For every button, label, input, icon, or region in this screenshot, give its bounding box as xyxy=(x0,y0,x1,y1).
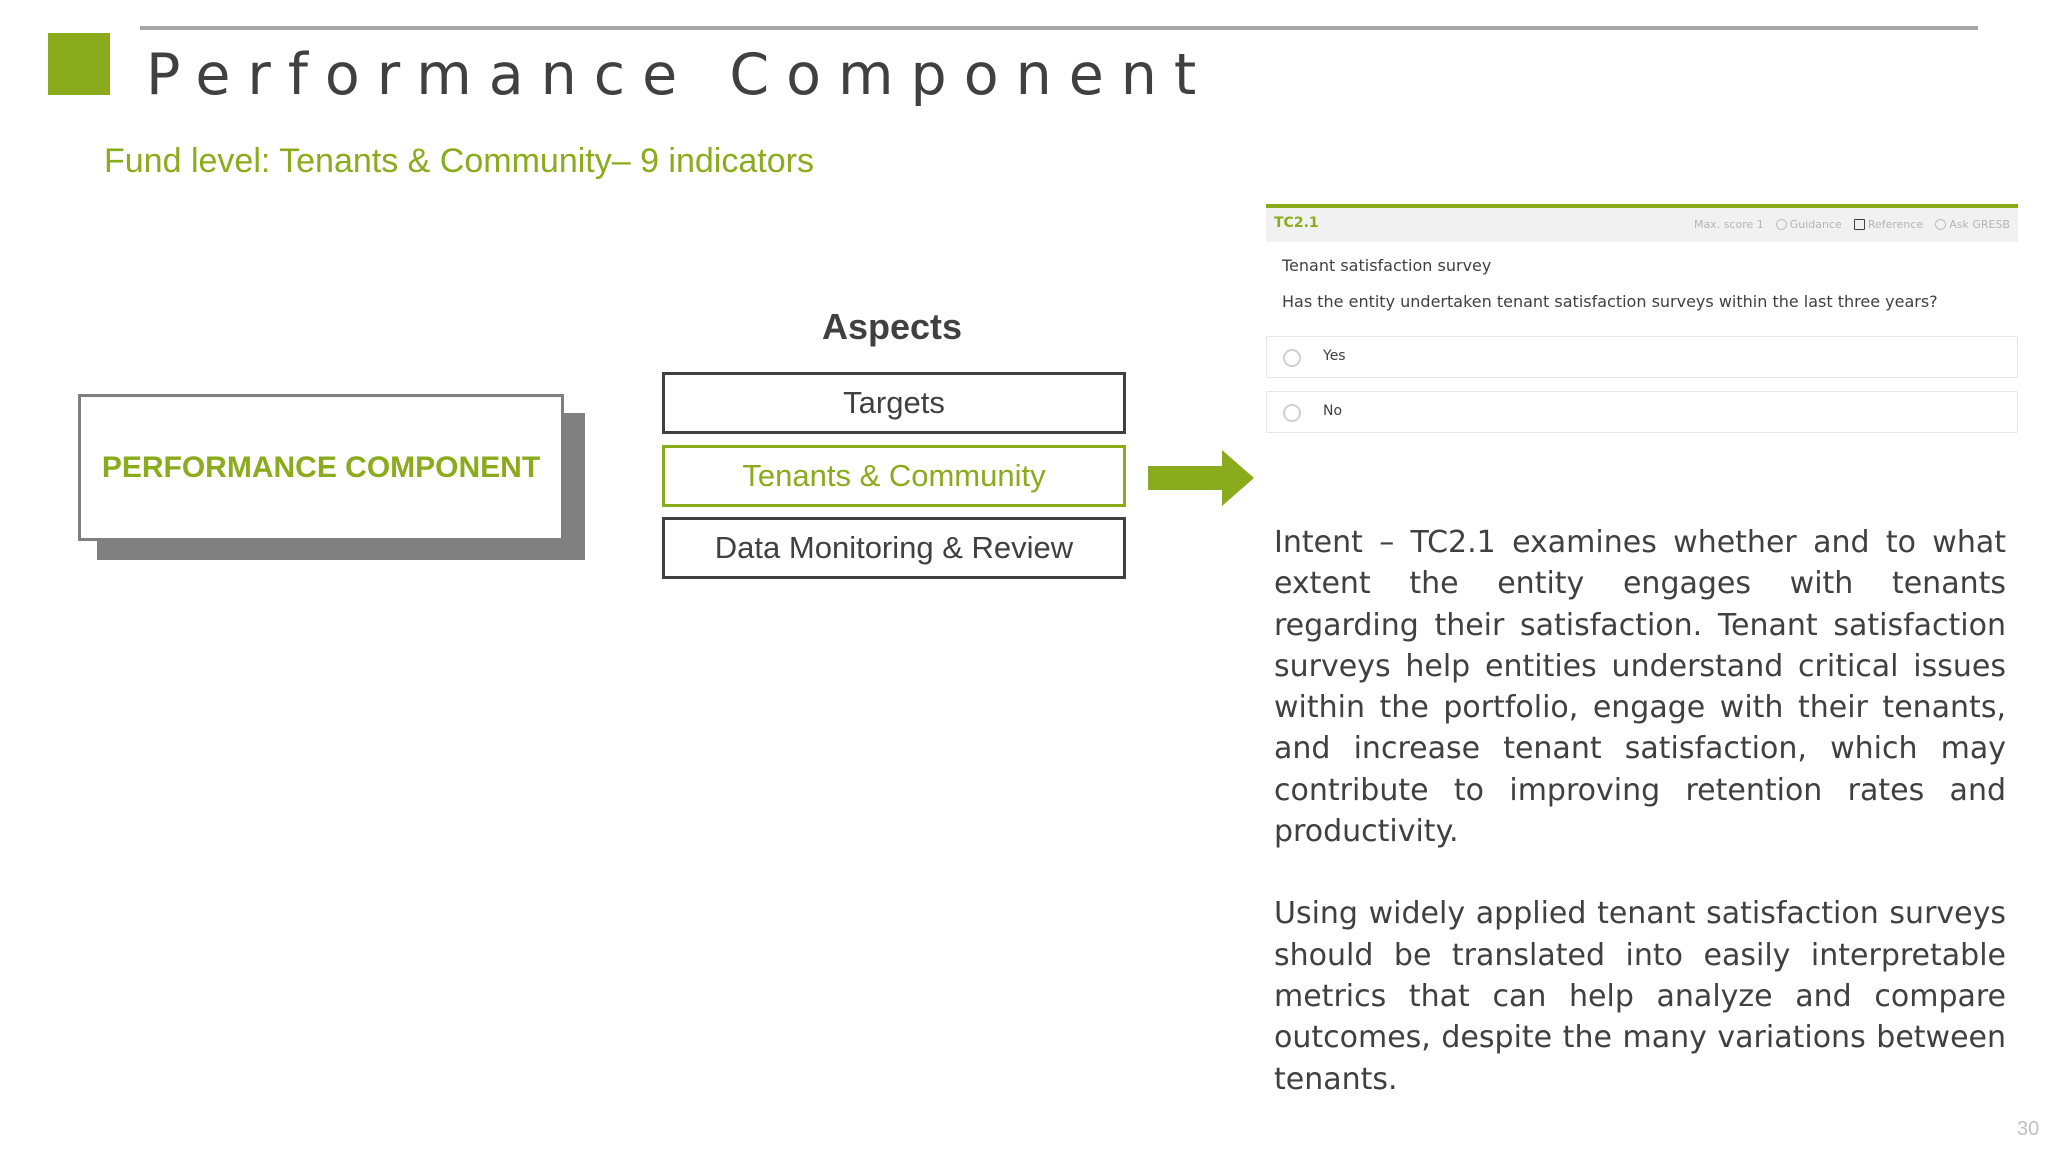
ask-gresb-label: Ask GRESB xyxy=(1949,218,2010,231)
radio-button-yes[interactable] xyxy=(1283,349,1301,367)
radio-button-no[interactable] xyxy=(1283,404,1301,422)
page-number: 30 xyxy=(2017,1118,2040,1140)
comment-icon xyxy=(1776,219,1787,230)
survey-header-bar xyxy=(1266,204,2018,242)
option-no[interactable] xyxy=(1266,391,2018,433)
intent-description xyxy=(1274,522,2006,1100)
intent-paragraph-2: Using widely applied tenant satisfaction surveys should be translated into easily interpretable metrics that can help analyze and compare outcomes, despite the many variations between tenants. xyxy=(1274,896,2006,1097)
ask-gresb-link[interactable] xyxy=(1935,218,2010,231)
intent-paragraph-1: Intent – TC2.1 examines whether and to what extent the entity engages with tenants regarding their satisfaction. Tenant satisfaction surveys help entities understand critical issues within the portfolio, engage with their tenants, and increase tenant satisfaction, which may contribute to improving retention rates and productivity. xyxy=(1274,525,2006,850)
aspects-heading: Aspects xyxy=(821,306,963,347)
aspect-targets: Targets xyxy=(662,372,1126,434)
question-title: Tenant satisfaction survey xyxy=(1282,256,1492,275)
option-no-label: No xyxy=(1323,403,1343,419)
page-subtitle: Fund level: Tenants & Community– 9 indicators xyxy=(104,142,814,180)
guidance-label: Guidance xyxy=(1789,218,1842,231)
aspect-tenants-community: Tenants & Community xyxy=(662,445,1126,507)
performance-component-box xyxy=(78,394,564,541)
reference-label: Reference xyxy=(1867,218,1924,231)
header-rule xyxy=(140,26,1978,30)
max-score-text: Max. score 1 xyxy=(1693,218,1764,231)
brand-square-icon xyxy=(48,33,110,95)
guidance-link[interactable] xyxy=(1776,218,1842,231)
help-icon xyxy=(1935,219,1946,230)
indicator-code: TC2.1 xyxy=(1274,215,1319,231)
option-yes-label: Yes xyxy=(1323,348,1346,364)
reference-link[interactable] xyxy=(1854,218,1923,231)
page-title: Performance Component xyxy=(146,42,1214,108)
right-arrow-icon xyxy=(1148,450,1254,506)
option-yes[interactable] xyxy=(1266,336,2018,378)
aspect-data-monitoring-review: Data Monitoring & Review xyxy=(662,517,1126,579)
survey-question-panel xyxy=(1266,204,2018,436)
survey-meta-links xyxy=(1694,218,2010,231)
performance-component-label: PERFORMANCE COMPONENT xyxy=(101,450,541,484)
question-text: Has the entity undertaken tenant satisfaction surveys within the last three years? xyxy=(1282,292,1938,311)
reference-icon xyxy=(1854,219,1865,230)
